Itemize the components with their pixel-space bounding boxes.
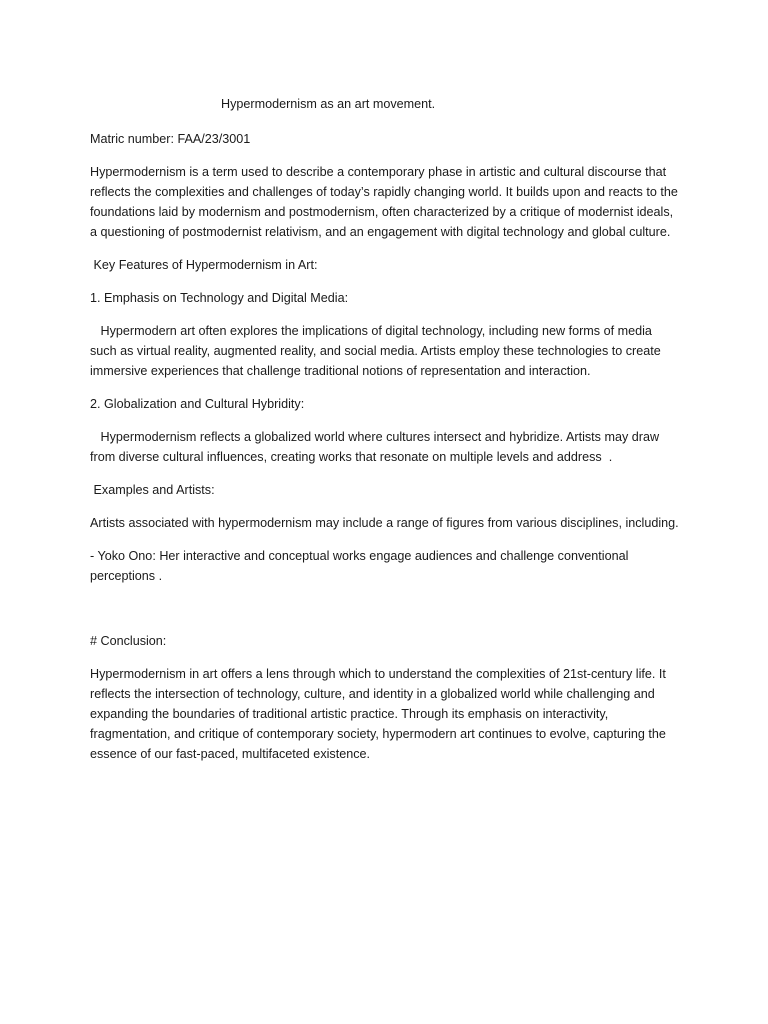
key-features-heading: Key Features of Hypermodernism in Art: — [90, 258, 318, 272]
feature-1-paragraph: Hypermodern art often explores the implications of digital technology, including new forms of media such as virtual reality, augmented reality, and social media. Artists employ these technologies to create immersive experiences that challenge traditional notions of representation and interaction. — [90, 324, 665, 378]
spacer — [90, 599, 680, 631]
conclusion-heading: # Conclusion: — [90, 634, 167, 648]
document-title: Hypermodernism as an art movement. — [221, 97, 436, 111]
feature-2-heading: 2. Globalization and Cultural Hybridity: — [90, 397, 305, 411]
document-page — [90, 94, 680, 777]
example-yoko-ono: - Yoko Ono: Her interactive and conceptual works engage audiences and challenge conventional perceptions . — [90, 549, 632, 583]
conclusion-paragraph: Hypermodernism in art offers a lens through which to understand the complexities of 21st-century life. It reflects the intersection of technology, culture, and identity in a globalized world while challenging and expanding the boundaries of traditional artistic practice. Through its emphasis on interactivity, fragmentation, and critique of contemporary society, hypermodern art continues to evolve, capturing the essence of our fast-paced, multifaceted existence. — [90, 667, 670, 761]
feature-2-paragraph: Hypermodernism reflects a globalized world where cultures intersect and hybridize. Artists may draw from diverse cultural influences, creating works that resonate on multiple levels and address . — [90, 430, 663, 464]
intro-paragraph: Hypermodernism is a term used to describe a contemporary phase in artistic and cultural discourse that reflects the complexities and challenges of today’s rapidly changing world. It builds upon and reacts to the foundations laid by modernism and postmodernism, often characterized by a critique of modernist ideals, a questioning of postmodernist relativism, and an engagement with digital technology and global culture. — [90, 165, 682, 239]
examples-intro-paragraph: Artists associated with hypermodernism may include a range of figures from various disciplines, including. — [90, 516, 679, 530]
feature-1-heading: 1. Emphasis on Technology and Digital Media: — [90, 291, 349, 305]
matric-number: Matric number: FAA/23/3001 — [90, 132, 251, 146]
examples-heading: Examples and Artists: — [90, 483, 215, 497]
